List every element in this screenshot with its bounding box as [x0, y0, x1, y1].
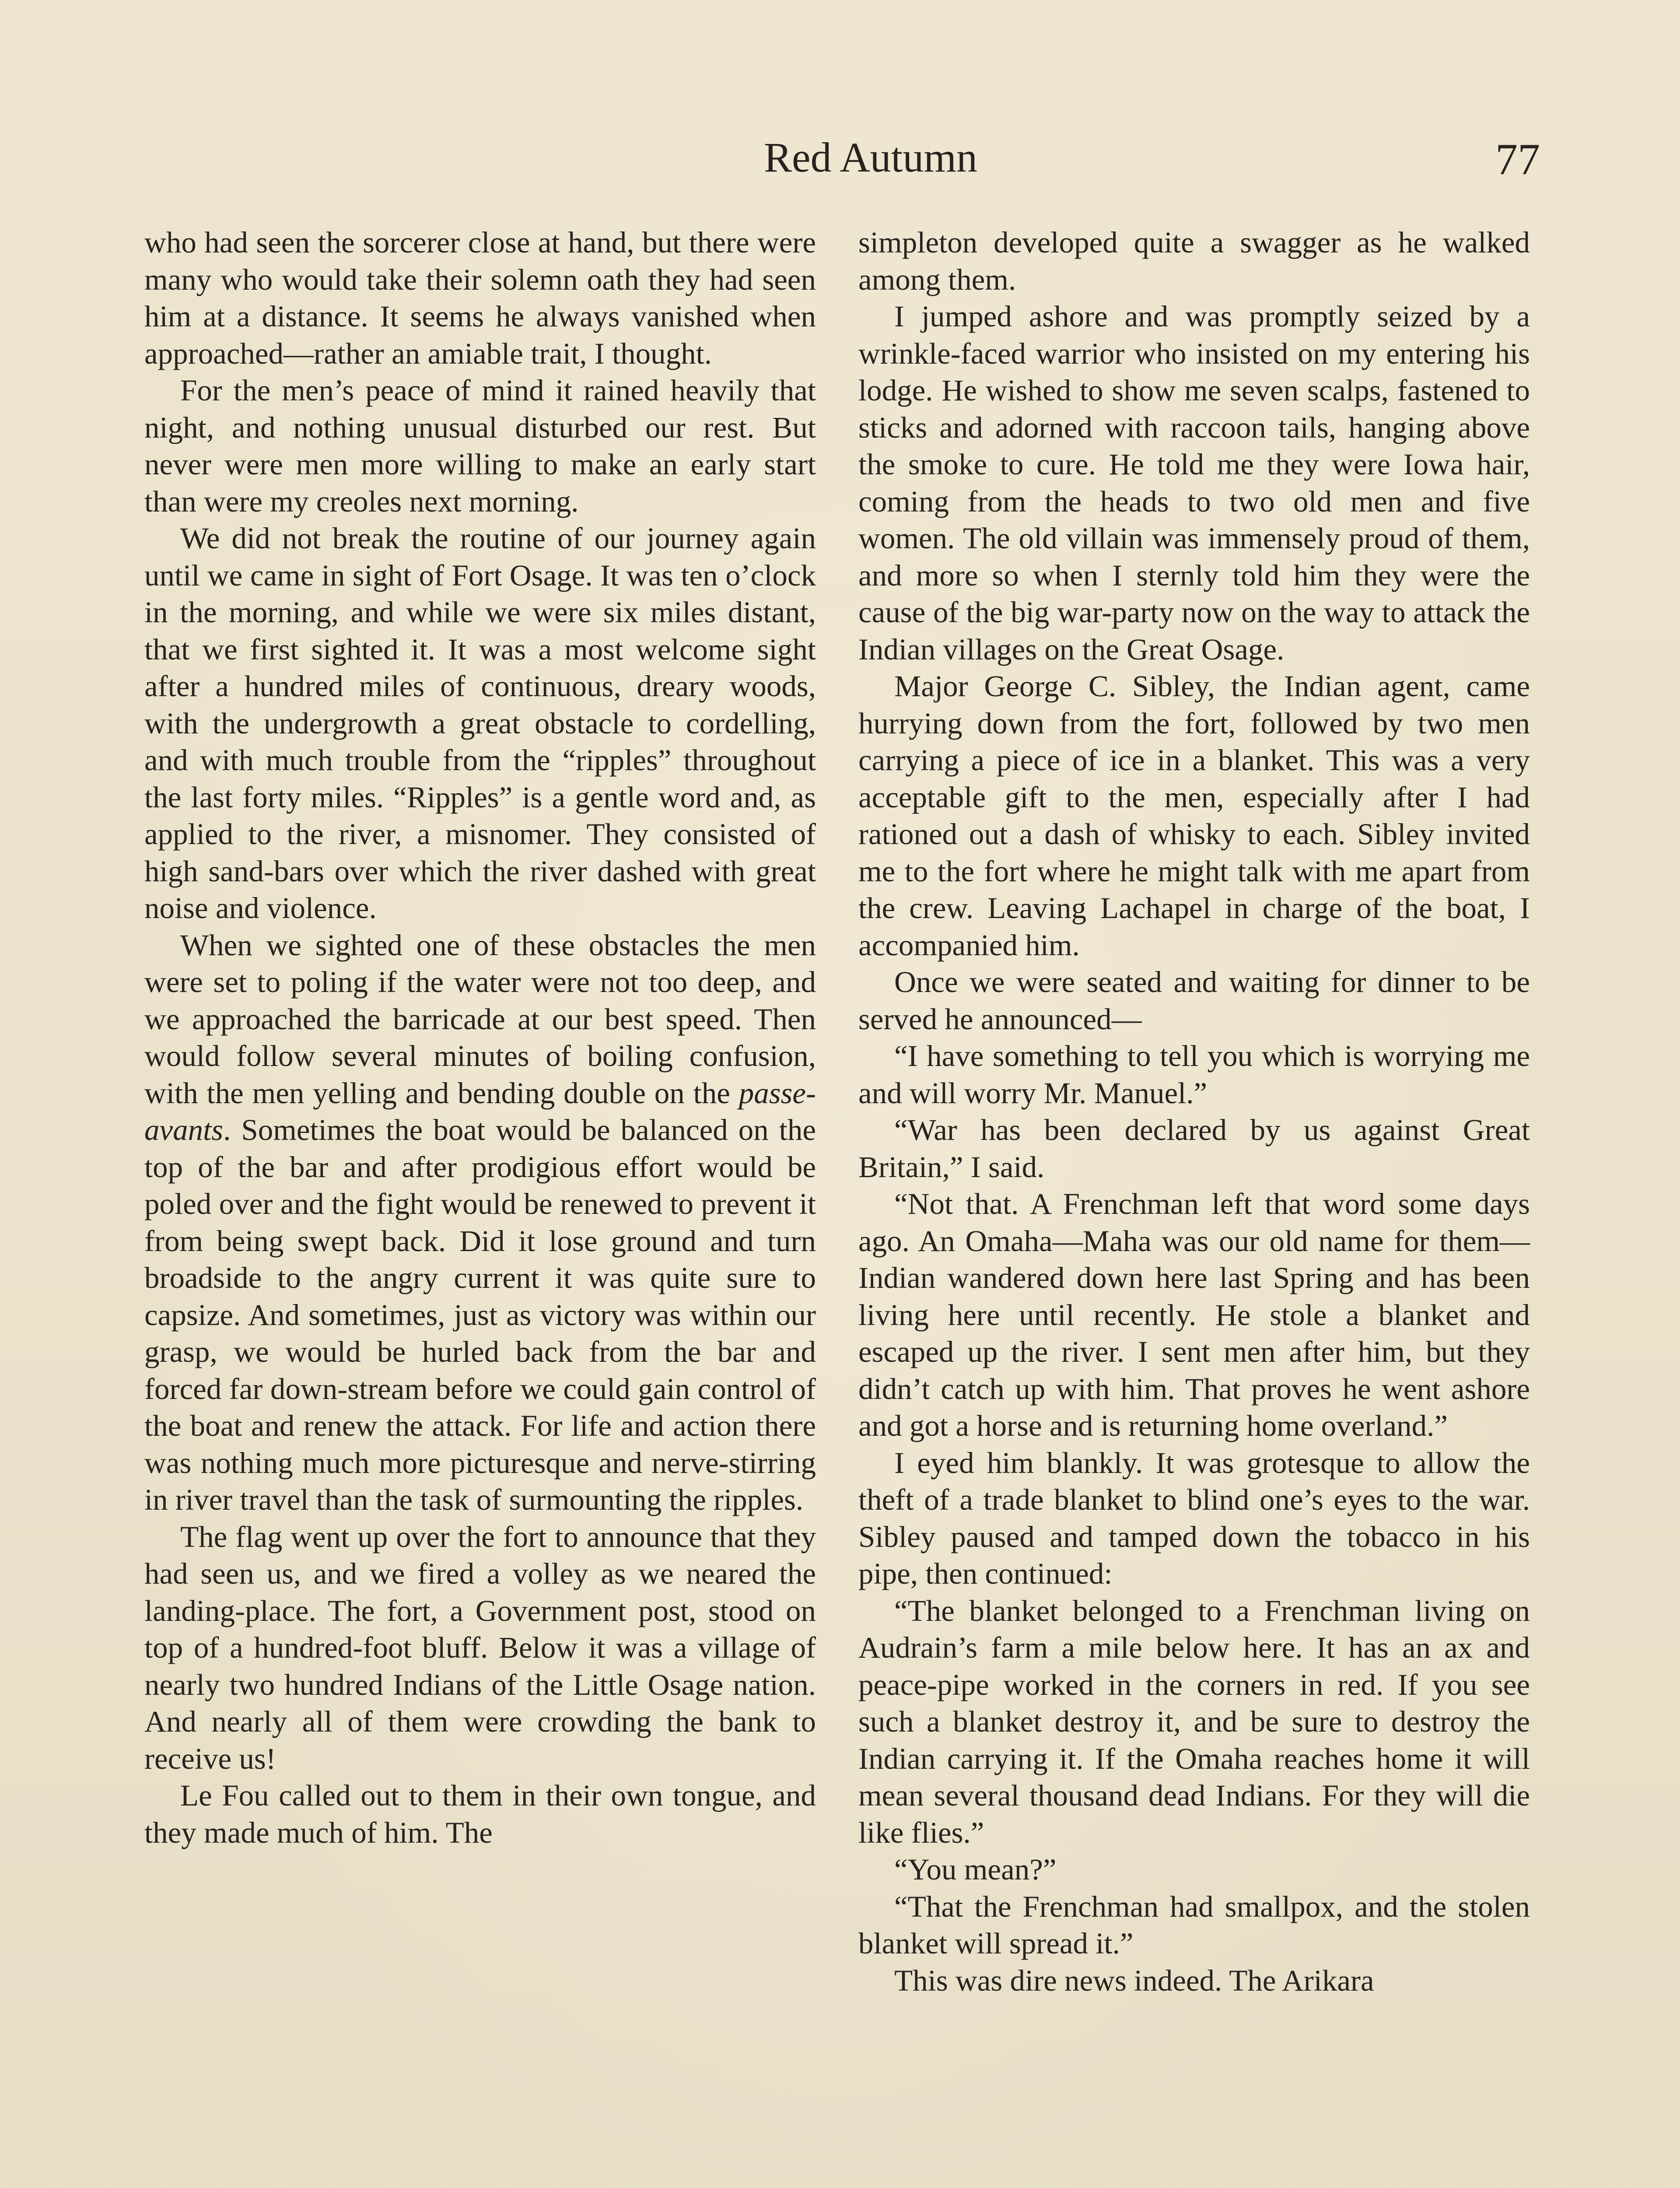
- paragraph-rain: For the men’s peace of mind it rained heavily that night, and nothing unusual disturbed our rest. But never were men more willing to make an early start than were my creoles next morning.: [144, 374, 816, 518]
- paragraph-omaha: “Not that. A Frenchman left that word some days ago. An Omaha—Maha was our old name for them—Indian wandered down here last Spring and has been living here until recently. He stole a blanket and escaped up the river. I sent men after him, but they didn’t catch up with him. That proves he went ashore and got a horse and is returning home overland.”: [858, 1187, 1530, 1442]
- right-column: [858, 224, 1530, 1999]
- obstacles-text-before: When we sighted one of these obstacles the men were set to poling if the water were not too deep, and we approached the barricade at our best speed. Then would follow several minutes of boiling confusion, with the men yelling and bending double on the: [144, 928, 816, 1110]
- paragraph-scalps: I jumped ashore and was promptly seized by a wrinkle-faced warrior who insisted on my entering his lodge. He wished to show me seven scalps, fastened to sticks and adorned with raccoon tails, hanging above the smoke to cure. He told me they were Iowa hair, coming from the heads to two old men and five women. The old villain was immensely proud of them, and more so when I sternly told him they were the cause of the big war-party now on the way to attack the Indian villages on the Great Osage.: [858, 300, 1530, 666]
- paragraph-blankly: I eyed him blankly. It was grotesque to allow the theft of a trade blanket to blind one’s eyes to the war. Sibley paused and tamped down the tobacco in his pipe, then continued:: [858, 1446, 1530, 1590]
- paragraph-you-mean: “You mean?”: [894, 1853, 1057, 1886]
- paragraph-sorcerer: who had seen the sorcerer close at hand, but there were many who would take their solemn oath they had seen him at a distance. It seems he always vanished when approached—rather an amiable trait, I thought.: [144, 226, 816, 370]
- paragraph-obstacles: [144, 927, 816, 1518]
- paragraph-dire-news: This was dire news indeed. The Arikara: [894, 1964, 1374, 1997]
- paragraph-worrying: “I have something to tell you which is worrying me and will worry Mr. Manuel.”: [858, 1039, 1530, 1110]
- paragraph-blanket-owner: “The blanket belonged to a Frenchman living on Audrain’s farm a mile below here. It has an ax and peace-pipe worked in the corners in red. If you see such a blanket destroy it, and be sure to destroy the Indian carrying it. If the Omaha reaches home it will mean several thousand dead Indians. For they will die like flies.”: [858, 1594, 1530, 1849]
- obstacles-italic-term: passe-avants: [144, 1076, 816, 1147]
- left-column: [144, 224, 816, 1851]
- paragraph-sibley: Major George C. Sibley, the Indian agent, came hurrying down from the fort, followed by two men carrying a piece of ice in a blanket. This was a very acceptable gift to the men, especially after I had rationed out a dash of whisky to each. Sibley invited me to the fort where he might talk with me apart from the crew. Leaving Lachapel in charge of the boat, I accompanied him.: [858, 670, 1530, 962]
- page-number: 77: [1495, 135, 1540, 184]
- obstacles-text-after: . Sometimes the boat would be balanced on the top of the bar and after prodigious effort would be poled over and the fight would be renewed to prevent it from being swept back. Did it lose ground and turn broadside to the angry current it was quite sure to capsize. And sometimes, just as victory was within our grasp, we would be hurled back from the bar and forced far down-stream before we could gain control of the boat and renew the attack. For life and action there was nothing much more picturesque and nerve-stirring in river travel than the task of surmounting the ripples.: [144, 1113, 816, 1516]
- paragraph-simpleton: simpleton developed quite a swagger as he walked among them.: [858, 226, 1530, 296]
- paragraph-war-declared: “War has been declared by us against Great Britain,” I said.: [858, 1113, 1530, 1184]
- paragraph-fort-osage: We did not break the routine of our journey again until we came in sight of Fort Osage. It was ten o’clock in the morning, and while we were six miles distant, that we first sighted it. It was a most welcome sight after a hundred miles of continuous, dreary woods, with the undergrowth a great obstacle to cordelling, and with much trouble from the “ripples” throughout the last forty miles. “Ripples” is a gentle word and, as applied to the river, a misnomer. They consisted of high sand-bars over which the river dashed with great noise and violence.: [144, 522, 816, 925]
- paragraph-dinner: Once we were seated and waiting for dinner to be served he announced—: [858, 965, 1530, 1036]
- running-title: Red Autumn: [763, 134, 977, 181]
- paragraph-smallpox: “That the Frenchman had smallpox, and the stolen blanket will spread it.”: [858, 1890, 1530, 1960]
- paragraph-flag: The flag went up over the fort to announce that they had seen us, and we fired a volley as we neared the landing-place. The fort, a Government post, stood on top of a hundred-foot bluff. Below it was a village of nearly two hundred Indians of the Little Osage nation. And nearly all of them were crowding the bank to receive us!: [144, 1520, 816, 1775]
- paragraph-le-fou: Le Fou called out to them in their own tongue, and they made much of him. The: [144, 1779, 816, 1849]
